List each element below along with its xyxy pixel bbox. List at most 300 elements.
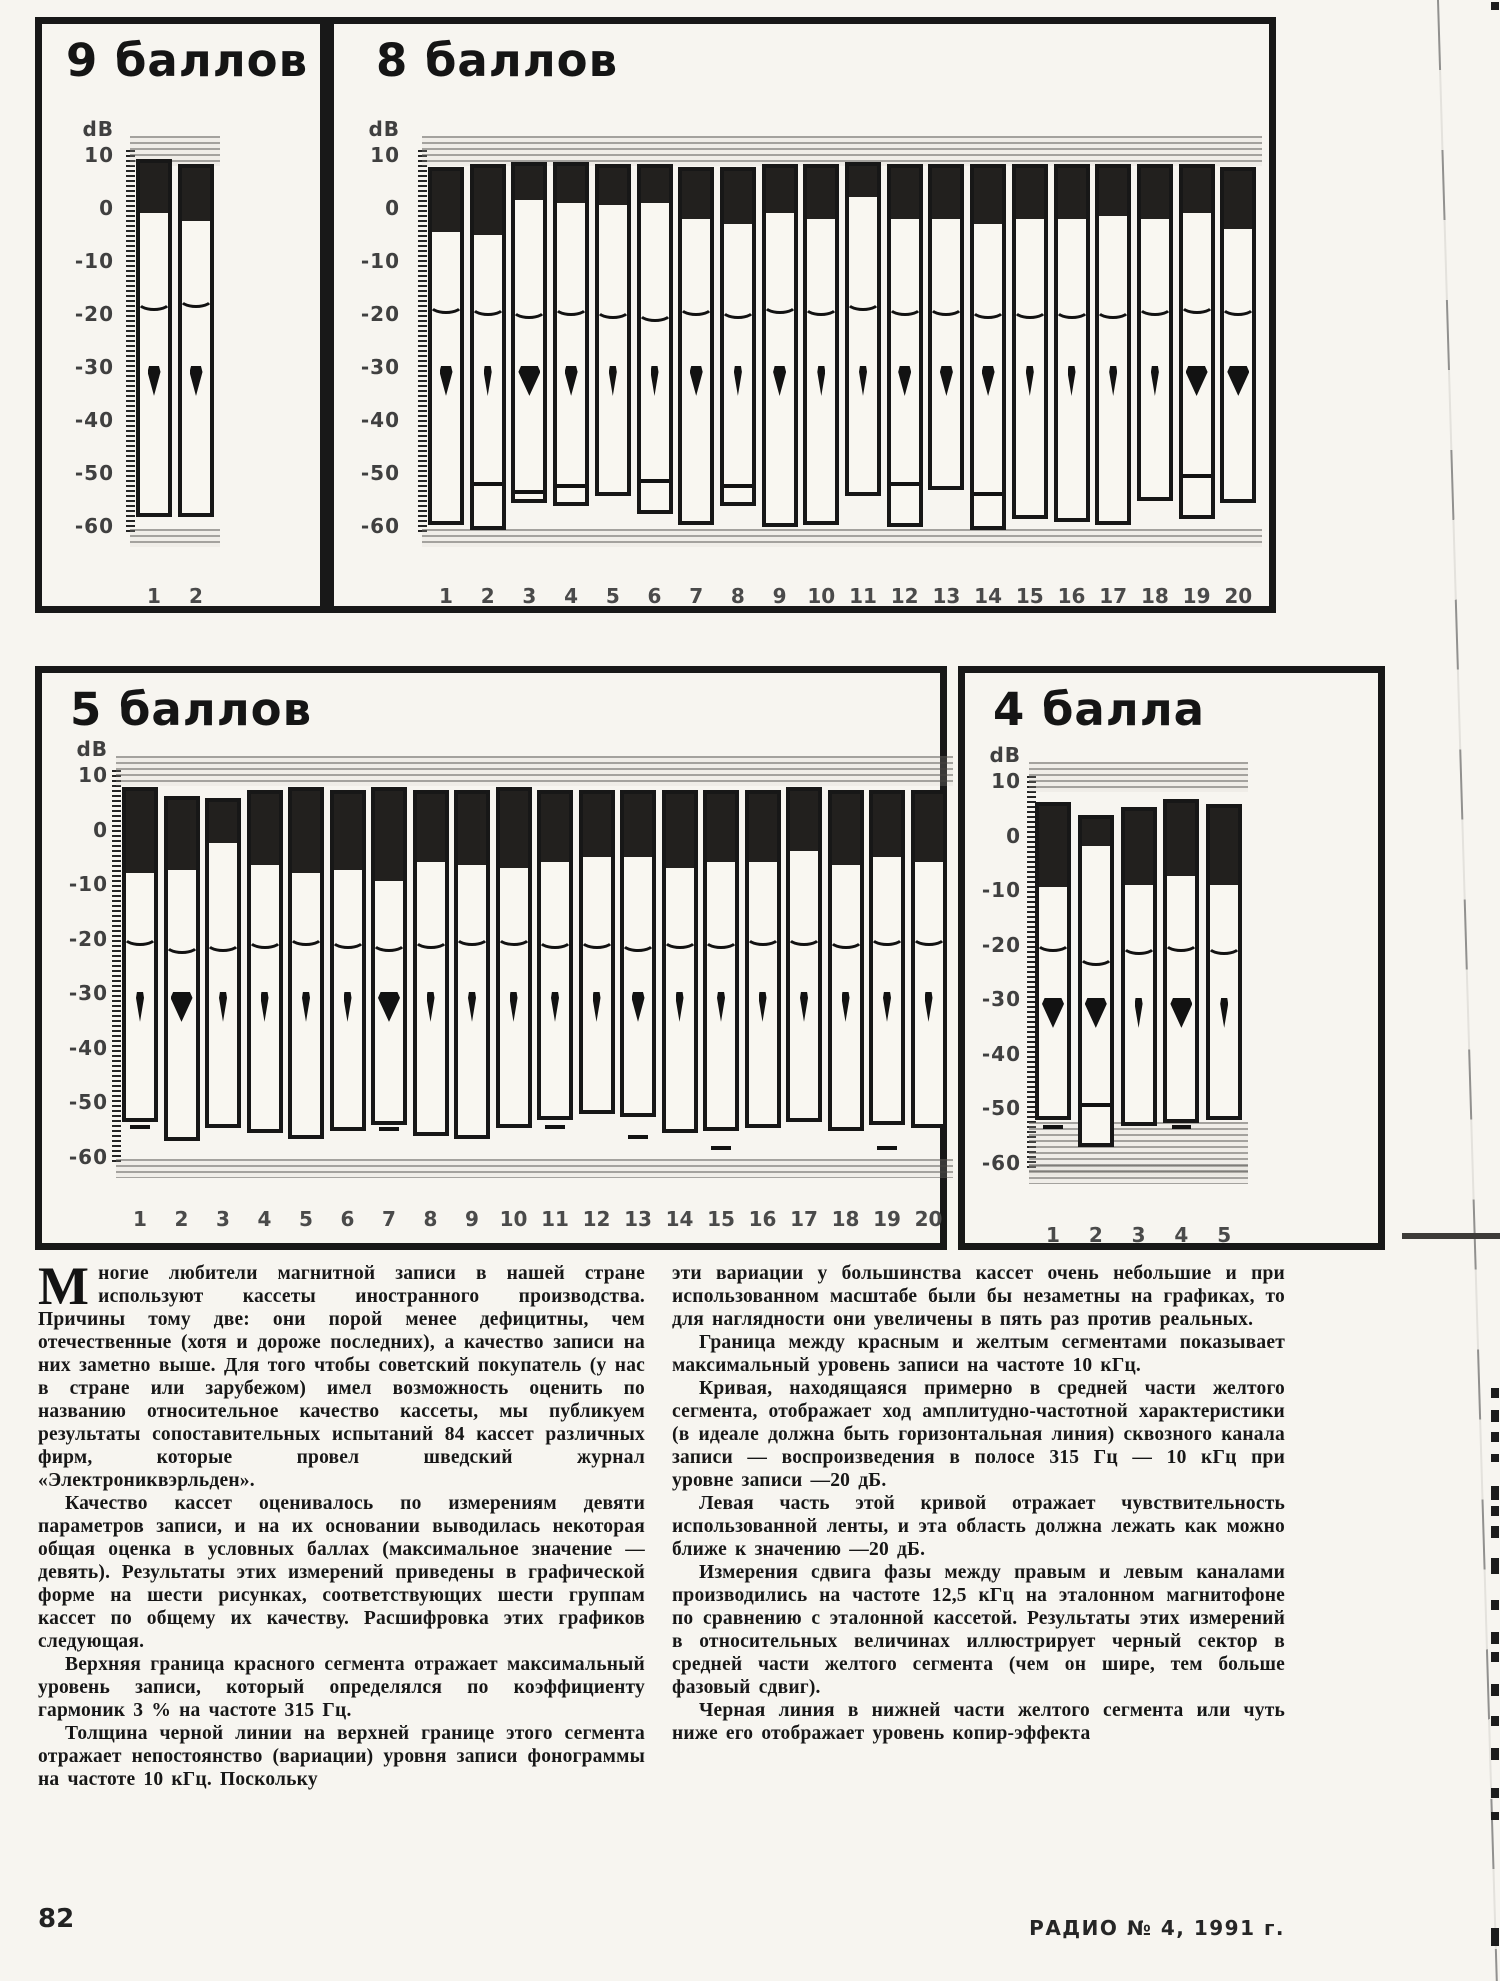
meter-bar (828, 790, 864, 1130)
axis-tick-label: 0 (99, 196, 114, 220)
phase-drop-marker (302, 992, 310, 1022)
max-level-segment (641, 168, 669, 202)
panel-5-points (35, 666, 947, 1250)
afc-curve (762, 294, 798, 314)
edge-text-fragment (1491, 1558, 1499, 1574)
afc-curve (511, 299, 547, 319)
meter-bar (413, 790, 449, 1136)
afc-curve (703, 929, 739, 949)
meter-bar (887, 164, 923, 527)
phase-drop-marker (1085, 998, 1107, 1028)
copy-effect-line (474, 482, 502, 486)
phase-drop-marker (883, 992, 891, 1022)
paragraph: Черная линия в нижней части желтого сегмента или чуть ниже его отображает уровень копир-эффекта (672, 1700, 1285, 1744)
meter-bar (620, 790, 656, 1117)
meter-bar (637, 164, 673, 514)
bar-index-label: 20 (914, 1207, 943, 1231)
edge-text-fragment (1491, 1486, 1499, 1500)
axis-tick-label: 0 (1006, 823, 1021, 848)
bar-index-label: 9 (465, 1207, 479, 1231)
meter-bar (869, 790, 905, 1125)
db-unit-label: dB (82, 117, 114, 141)
article-column-left (38, 1256, 645, 1791)
edge-text-fragment (1491, 1432, 1499, 1442)
bar-index-label: 16 (1057, 584, 1086, 608)
tick-ruler (418, 150, 427, 534)
meter-bar (786, 787, 822, 1122)
meter-plot (334, 24, 1269, 606)
meter-bar (122, 787, 158, 1122)
max-level-segment (873, 794, 901, 857)
bar-index-label: 2 (480, 584, 495, 608)
afc-curve (470, 296, 506, 316)
afc-curve (537, 929, 573, 949)
afc-curve (595, 299, 631, 319)
max-level-segment (1141, 168, 1169, 218)
afc-curve (1179, 294, 1215, 314)
paragraph: Кривая, находящаяся примерно в средней части желтого сегмента, отображает ход амплитудно-частотной характеристики (в идеале должна быть горизонтальная линия) сквозного канала записи — воспроизведения в полосе 315 Гц — 10 кГц при уровне записи —20 дБ. (672, 1378, 1285, 1491)
phase-drop-marker (734, 366, 742, 396)
phase-drop-marker (1026, 366, 1034, 396)
axis-tick-label: -40 (74, 408, 114, 432)
afc-curve (413, 929, 449, 949)
panel-title: 9 баллов (66, 34, 309, 87)
paragraph: Левая часть этой кривой отражает чувствительность использованной ленты, и эта область должна лежать как можно ближе к значению —20 дБ. (672, 1493, 1285, 1560)
afc-curve (803, 296, 839, 316)
meter-bar (845, 162, 881, 496)
bar-index-label: 11 (849, 584, 877, 608)
afc-curve (428, 294, 464, 314)
bar-index-label: 3 (522, 584, 537, 608)
afc-curve (662, 929, 698, 949)
bar-index-label: 3 (216, 1207, 230, 1231)
max-level-segment (749, 794, 777, 862)
max-level-segment (1099, 168, 1127, 216)
afc-curve (1220, 296, 1256, 316)
max-level-segment (891, 168, 919, 218)
panel-title: 5 баллов (70, 683, 313, 736)
afc-curve (1163, 932, 1199, 952)
max-level-segment (682, 171, 710, 219)
scan-streaks-bottom (130, 529, 220, 548)
bar-index-label: 2 (189, 584, 203, 608)
bar-index-label: 15 (1015, 584, 1044, 608)
copy-effect-line (1043, 1125, 1063, 1129)
phase-drop-marker (510, 992, 518, 1022)
meter-bar (428, 167, 464, 525)
phase-drop-marker (148, 366, 161, 396)
meter-bar (288, 787, 324, 1138)
bar-index-label: 9 (772, 584, 787, 608)
meter-bar (911, 790, 947, 1128)
paragraph: Качество кассет оценивалось по измерениям девяти параметров записи, и на их основании выводилась некоторая общая оценка в условных баллах (максимальное значение — девять). Результаты этих измерений приведены в графической форме на шести рисунках, соответствующих шести группам кассет по общему их качеству. Расшифровка этих графиков следующая. (38, 1493, 645, 1652)
axis-tick-label: -30 (74, 355, 114, 379)
phase-drop-marker (1151, 366, 1159, 396)
axis-tick-label: 10 (991, 769, 1021, 793)
bar-index-label: 1 (1046, 1223, 1060, 1247)
axis-tick-label: -40 (68, 1035, 108, 1060)
bar-index-label: 2 (1088, 1223, 1103, 1247)
tick-ruler (112, 770, 121, 1165)
copy-effect-line (711, 1146, 731, 1150)
bar-index-label: 12 (890, 584, 919, 608)
db-unit-label: dB (76, 737, 108, 761)
axis-tick-label: 0 (93, 817, 108, 842)
bar-index-label: 4 (1174, 1223, 1189, 1247)
bar-index-label: 13 (932, 584, 961, 608)
copy-effect-line (1172, 1125, 1192, 1129)
bar-index-label: 6 (340, 1207, 355, 1231)
axis-tick-label: -20 (68, 926, 108, 951)
paragraph: Верхняя граница красного сегмента отражает максимальный уровень записи, который определялся по коэффициенту гармоник 3 % на частоте 315 Гц. (38, 1654, 645, 1721)
afc-curve (1035, 932, 1071, 952)
afc-curve (1054, 299, 1090, 319)
copy-effect-line (724, 484, 752, 488)
max-level-segment (724, 171, 752, 224)
axis-tick-label: -10 (360, 249, 400, 273)
meter-bar (1121, 807, 1157, 1126)
axis-tick-label: -10 (74, 249, 114, 273)
max-level-segment (1183, 168, 1211, 213)
max-level-segment (417, 794, 445, 862)
phase-drop-marker (427, 992, 435, 1022)
axis-tick-label: -40 (360, 408, 400, 432)
panel-4-points (958, 666, 1385, 1250)
max-level-segment (557, 166, 585, 203)
afc-curve (720, 299, 756, 319)
paragraph: Многие любители магнитной записи в нашей стране используют кассеты иностранного производства. Причины тому две: они порой менее дефицитны, чем отечественные (хотя и дороже последних), а качество записи на них заметно выше. Для того чтобы советский покупатель (у нас в стране или зарубежом) имел возможность оценить по названию относительное качество кассеты, мы публикуем результаты сопоставительных испытаний 84 кассет различных фирм, которые провел шведский журнал «Электрониквэрльден». (38, 1256, 645, 1491)
afc-curve (1012, 299, 1048, 319)
max-level-segment (432, 171, 460, 232)
copy-effect-line (545, 1125, 565, 1129)
phase-drop-marker (593, 992, 601, 1022)
max-level-segment (140, 163, 168, 213)
meter-plot (42, 24, 320, 606)
bar-index-label: 17 (1099, 584, 1128, 608)
edge-text-fragment (1491, 2, 1499, 10)
afc-curve (828, 929, 864, 949)
bar-index-label: 7 (382, 1207, 396, 1231)
meter-bar (537, 790, 573, 1120)
bar-index-label: 4 (257, 1207, 272, 1231)
meter-bar (745, 790, 781, 1128)
afc-curve (745, 926, 781, 946)
scan-streaks-top (116, 756, 953, 786)
bar-index-label: 11 (541, 1207, 569, 1231)
max-level-segment (515, 166, 543, 200)
afc-curve (845, 291, 881, 311)
max-level-segment (541, 794, 569, 862)
axis-tick-label: -30 (981, 987, 1021, 1011)
afc-curve (869, 926, 905, 946)
meter-bar (678, 167, 714, 525)
axis-tick-label: -20 (74, 302, 114, 326)
copy-effect-line (379, 1127, 399, 1131)
afc-curve (1078, 946, 1114, 966)
bar-index-label: 19 (873, 1207, 901, 1231)
bar-index-label: 10 (807, 584, 836, 608)
max-level-segment (666, 794, 694, 868)
paragraph: Граница между красным и желтым сегментами показывает максимальный уровень записи на частоте 10 кГц. (672, 1332, 1285, 1376)
meter-bar (703, 790, 739, 1130)
afc-curve (1095, 299, 1131, 319)
afc-curve (786, 926, 822, 946)
bar-index-label: 8 (423, 1207, 438, 1231)
copy-effect-line (891, 482, 919, 486)
meter-bar (178, 164, 214, 517)
bar-index-label: 10 (499, 1207, 528, 1231)
phase-drop-marker (484, 366, 492, 396)
copy-effect-line (1183, 474, 1211, 478)
copy-effect-line (515, 490, 543, 494)
phase-drop-marker (551, 992, 559, 1022)
afc-curve (496, 926, 532, 946)
axis-tick-label: 10 (370, 143, 400, 167)
phase-drop-marker (219, 992, 227, 1022)
drop-cap: М (38, 1256, 90, 1316)
max-level-segment (209, 802, 237, 843)
afc-curve (205, 932, 241, 952)
axis-tick-label: -30 (68, 981, 108, 1005)
phase-drop-marker (1042, 998, 1064, 1028)
copy-effect-line (557, 484, 585, 488)
phase-drop-marker (136, 992, 144, 1022)
axis-tick-label: -50 (981, 1096, 1021, 1120)
afc-curve (637, 302, 673, 322)
axis-tick-label: -10 (68, 872, 108, 896)
copy-effect-line (877, 1146, 897, 1150)
meter-bar (1179, 164, 1215, 519)
axis-tick-label: -10 (981, 878, 1021, 902)
meter-bar (662, 790, 698, 1133)
edge-text-fragment (1491, 1684, 1499, 1696)
phase-drop-marker (609, 366, 617, 396)
tick-ruler (126, 150, 135, 534)
max-level-segment (790, 791, 818, 851)
afc-curve (620, 932, 656, 952)
axis-tick-label: 10 (78, 763, 108, 787)
meter-bar (136, 159, 172, 517)
scan-streaks-bottom (422, 529, 1262, 548)
max-level-segment (474, 168, 502, 234)
bar-index-label: 5 (1217, 1223, 1232, 1247)
phase-drop-marker (940, 366, 953, 396)
axis-tick-label: -50 (360, 461, 400, 485)
max-level-segment (583, 794, 611, 857)
phase-drop-marker (898, 366, 911, 396)
meter-bar (1220, 167, 1256, 504)
bar-index-label: 15 (707, 1207, 735, 1231)
edge-text-fragment (1491, 1526, 1499, 1538)
afc-curve (247, 929, 283, 949)
max-level-segment (251, 794, 279, 865)
scan-streaks-top (1029, 762, 1248, 792)
max-level-segment (807, 168, 835, 218)
paragraph: эти вариации у большинства кассет очень небольшие и при использованном масштабе были бы незаметны на графиках, то для наглядности они увеличены в пять раз против реальных. (672, 1263, 1285, 1330)
afc-curve (454, 926, 490, 946)
max-level-segment (1167, 803, 1195, 877)
meter-bar (579, 790, 615, 1114)
meter-bar (803, 164, 839, 524)
bar-index-label: 1 (439, 584, 453, 608)
article-column-right (672, 1262, 1285, 1745)
max-level-segment (168, 800, 196, 871)
edge-text-fragment (1491, 1748, 1499, 1760)
edge-text-fragment (1491, 1632, 1499, 1644)
phase-drop-marker (1109, 366, 1117, 396)
scan-streaks-bottom (116, 1159, 953, 1178)
meter-bar (1095, 164, 1131, 524)
meter-bar (205, 798, 241, 1128)
bar-index-label: 1 (147, 584, 161, 608)
afc-curve (288, 926, 324, 946)
meter-bar (164, 796, 200, 1142)
afc-curve (970, 299, 1006, 319)
adjacent-page-rule (1402, 1233, 1500, 1239)
max-level-segment (1210, 808, 1238, 884)
phase-drop-marker (925, 992, 933, 1022)
paragraph: Толщина черной линии на верхней границе этого сегмента отражает непостоянство (вариации) уровня записи фонограммы на частоте 10 кГц. Поскольку (38, 1723, 645, 1790)
copy-effect-line (1082, 1103, 1110, 1107)
copy-effect-line (628, 1135, 648, 1139)
copy-effect-line (641, 479, 669, 483)
phase-drop-marker (565, 366, 578, 396)
bar-index-label: 17 (790, 1207, 818, 1231)
meter-bar (1163, 799, 1199, 1123)
max-level-segment (334, 794, 362, 870)
paragraph: Измерения сдвига фазы между правым и левым каналами производились на частоте 12,5 кГц на эталонном магнитофоне по сравнению с эталонной кассетой. Результаты этих измерений в относительных величинах иллюстрирует черный сектор в средней части желтого сегмента (чем он шире, тем больше фазовый сдвиг). (672, 1562, 1285, 1698)
bar-index-label: 14 (665, 1207, 694, 1231)
bar-index-label: 4 (564, 584, 579, 608)
axis-tick-label: -50 (74, 461, 114, 485)
axis-tick-label: -60 (981, 1150, 1021, 1175)
phase-drop-marker (440, 366, 453, 396)
max-level-segment (599, 168, 627, 205)
max-level-segment (624, 794, 652, 857)
edge-text-fragment (1491, 1928, 1499, 1946)
max-level-segment (766, 168, 794, 213)
afc-curve (330, 929, 366, 949)
afc-curve (579, 929, 615, 949)
bar-index-label: 20 (1224, 584, 1253, 608)
page-crease-line (1437, 0, 1498, 1981)
axis-tick-label: -60 (74, 514, 114, 538)
max-level-segment (126, 791, 154, 873)
meter-bar (553, 162, 589, 507)
max-level-segment (832, 794, 860, 865)
max-level-segment (182, 168, 210, 221)
meter-bar (371, 787, 407, 1125)
max-level-segment (1224, 171, 1252, 229)
edge-text-fragment (1491, 1454, 1499, 1462)
phase-drop-marker (1227, 366, 1249, 396)
afc-curve (371, 932, 407, 952)
phase-drop-marker (344, 992, 352, 1022)
phase-drop-marker (759, 992, 767, 1022)
meter-plot (42, 673, 943, 1243)
meter-bar (247, 790, 283, 1133)
meter-bar (1078, 815, 1114, 1147)
meter-bar (595, 164, 631, 495)
afc-curve (1137, 296, 1173, 316)
magazine-footer: РАДИО № 4, 1991 г. (1029, 1916, 1285, 1940)
max-level-segment (932, 168, 960, 218)
afc-curve (928, 296, 964, 316)
meter-bar (720, 167, 756, 506)
panel-8-points (327, 17, 1276, 613)
edge-text-fragment (1491, 1506, 1499, 1516)
afc-curve (1121, 935, 1157, 955)
bar-index-label: 18 (1140, 584, 1169, 608)
db-unit-label: dB (368, 117, 400, 141)
phase-drop-marker (1170, 998, 1192, 1028)
meter-bar (496, 787, 532, 1127)
phase-drop-marker (676, 992, 684, 1022)
panel-title: 8 баллов (376, 34, 619, 87)
max-level-segment (458, 794, 486, 865)
edge-text-fragment (1491, 1788, 1499, 1798)
bar-index-label: 3 (1131, 1223, 1146, 1247)
axis-tick-label: -40 (981, 1041, 1021, 1066)
axis-tick-label: -60 (360, 514, 400, 538)
max-level-segment (849, 166, 877, 198)
max-level-segment (974, 168, 1002, 224)
bar-index-label: 18 (831, 1207, 860, 1231)
phase-drop-marker (468, 992, 476, 1022)
max-level-segment (1058, 168, 1086, 218)
bar-index-label: 7 (689, 584, 704, 608)
axis-tick-label: 0 (385, 196, 400, 220)
phase-drop-marker (842, 992, 850, 1022)
afc-curve (911, 926, 947, 946)
edge-text-fragment (1491, 1410, 1499, 1422)
meter-bar (762, 164, 798, 527)
edge-text-fragment (1491, 1812, 1499, 1820)
copy-effect-line (130, 1125, 150, 1129)
scan-streaks-lower (1029, 1122, 1248, 1177)
panel-9-points (35, 17, 327, 613)
afc-curve (136, 291, 172, 311)
axis-tick-label: -50 (68, 1090, 108, 1114)
phase-drop-marker (518, 366, 540, 396)
copy-effect-line (974, 492, 1002, 496)
phase-drop-marker (982, 366, 995, 396)
scan-streaks-top (422, 136, 1262, 165)
max-level-segment (1082, 819, 1110, 846)
max-level-segment (707, 794, 735, 862)
phase-drop-marker (261, 992, 269, 1022)
phase-drop-marker (1186, 366, 1208, 396)
axis-tick-label: -20 (981, 932, 1021, 957)
phase-drop-marker (1220, 998, 1228, 1028)
max-level-segment (292, 791, 320, 873)
bar-index-label: 5 (605, 584, 620, 608)
edge-text-fragment (1491, 1388, 1499, 1398)
phase-drop-marker (717, 992, 725, 1022)
panel-title: 4 балла (993, 683, 1206, 736)
phase-drop-marker (651, 366, 659, 396)
meter-bar (1206, 804, 1242, 1120)
bar-index-label: 2 (174, 1207, 189, 1231)
bar-index-label: 16 (748, 1207, 777, 1231)
max-level-segment (915, 794, 943, 862)
phase-drop-marker (171, 992, 193, 1022)
page-number: 82 (38, 1904, 75, 1934)
axis-tick-label: -60 (68, 1144, 108, 1169)
bar-index-label: 12 (582, 1207, 611, 1231)
phase-drop-marker (378, 992, 400, 1022)
meter-bar (330, 790, 366, 1130)
